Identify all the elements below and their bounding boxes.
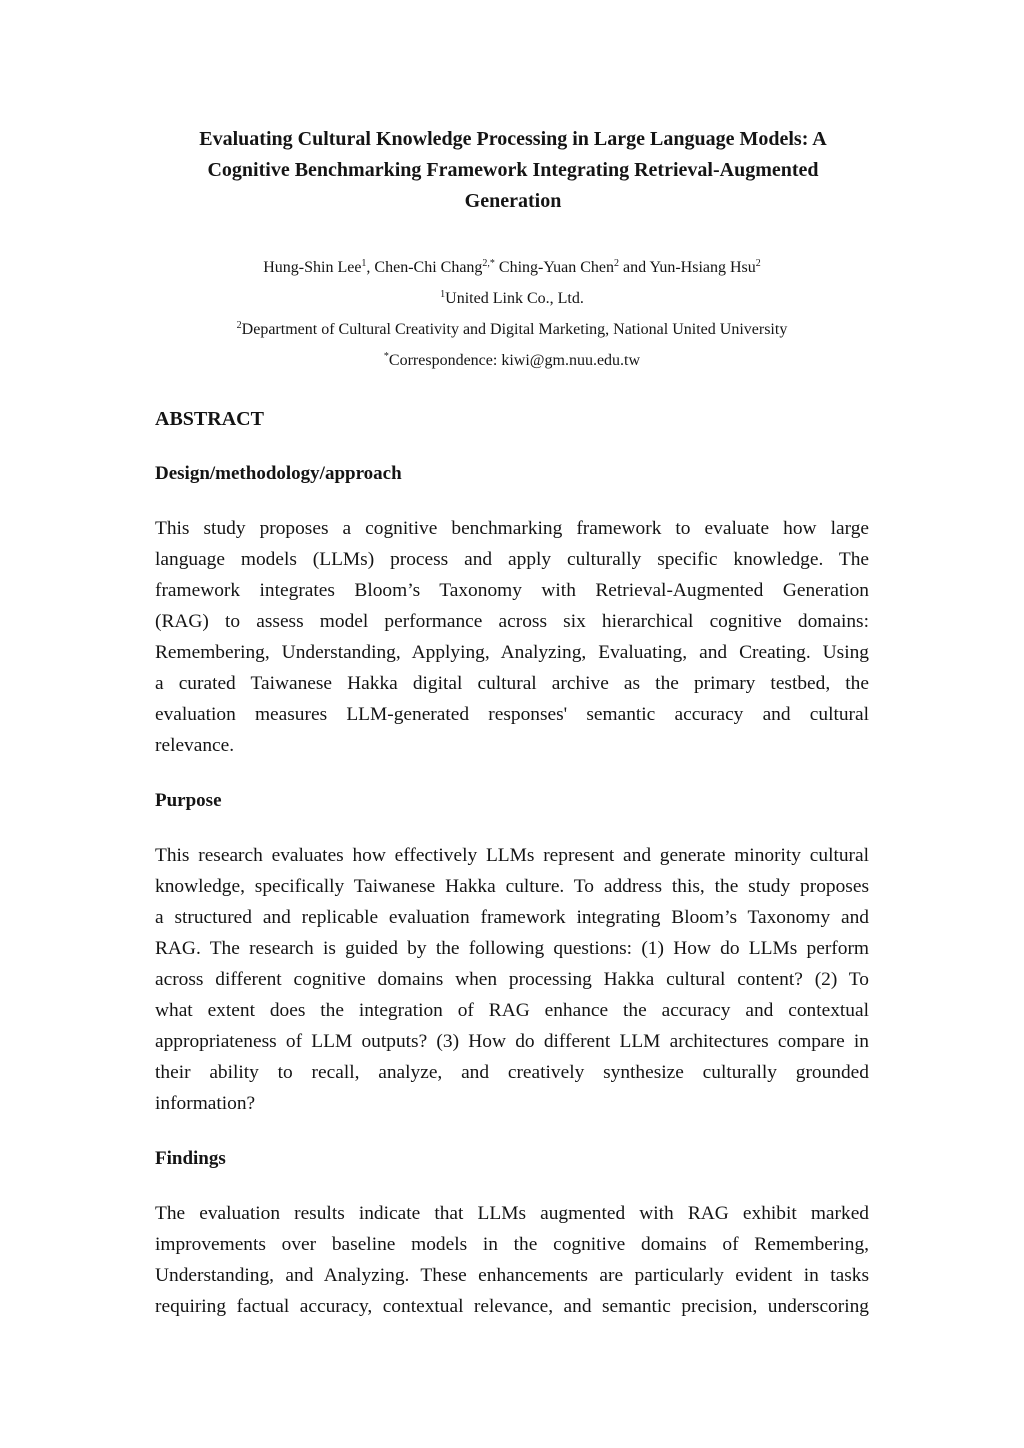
- abstract-heading: ABSTRACT: [155, 408, 264, 430]
- paragraph-line: knowledge, specifically Taiwanese Hakka culture. To address this, the study proposes: [155, 876, 869, 897]
- paragraph-line: improvements over baseline models in the cognitive domains of Remembering,: [155, 1234, 869, 1255]
- design-methodology-paragraph: [155, 513, 869, 761]
- findings-heading: Findings: [155, 1148, 226, 1169]
- affiliation: [112, 283, 912, 314]
- author-block: [112, 252, 912, 376]
- author-name: Yun-Hsiang Hsu: [649, 259, 756, 276]
- correspondence-marker: *: [383, 351, 389, 362]
- title-line: Cognitive Benchmarking Framework Integrating Retrieval-Augmented: [207, 159, 819, 181]
- title-line: Evaluating Cultural Knowledge Processing in Large Language Models: A: [199, 128, 827, 150]
- author-affiliation-marker: 2: [755, 258, 761, 269]
- affiliation-marker: 2: [236, 320, 242, 331]
- paragraph-line: relevance.: [155, 735, 235, 756]
- affiliation-marker: 1: [440, 289, 446, 300]
- affiliation: [112, 314, 912, 345]
- correspondence: [112, 345, 912, 376]
- author-affiliation-marker: 1: [361, 258, 367, 269]
- paragraph-line: what extent does the integration of RAG enhance the accuracy and contextual: [155, 1000, 869, 1021]
- paragraph-line: requiring factual accuracy, contextual relevance, and semantic precision, underscoring: [155, 1296, 869, 1317]
- affiliation-text: Department of Cultural Creativity and Digital Marketing, National United University: [241, 321, 788, 338]
- paragraph-line: language models (LLMs) process and apply culturally specific knowledge. The: [155, 549, 869, 570]
- correspondence-text: Correspondence: kiwi@gm.nuu.edu.tw: [388, 352, 641, 369]
- design-methodology-heading: Design/methodology/approach: [155, 463, 402, 484]
- paragraph-line: (RAG) to assess model performance across six hierarchical cognitive domains:: [155, 611, 869, 632]
- paper-title: [150, 124, 876, 217]
- author-name: Hung-Shin Lee: [263, 259, 362, 276]
- paragraph-line: framework integrates Bloom’s Taxonomy with Retrieval-Augmented Generation: [155, 580, 869, 601]
- paragraph-line: Remembering, Understanding, Applying, Analyzing, Evaluating, and Creating. Using: [155, 642, 869, 663]
- paragraph-line: The evaluation results indicate that LLMs augmented with RAG exhibit marked: [155, 1203, 869, 1224]
- paragraph-line: information?: [155, 1093, 256, 1114]
- title-line: Generation: [464, 190, 562, 212]
- author-affiliation-marker: 2,*: [482, 258, 495, 269]
- paragraph-line: This study proposes a cognitive benchmarking framework to evaluate how large: [155, 518, 869, 539]
- author-name: Chen-Chi Chang: [374, 259, 483, 276]
- author-affiliation-marker: 2: [614, 258, 620, 269]
- author-separator: and: [619, 259, 650, 276]
- paragraph-line: RAG. The research is guided by the following questions: (1) How do LLMs perform: [155, 938, 869, 959]
- paragraph-line: This research evaluates how effectively LLMs represent and generate minority cultural: [155, 845, 869, 866]
- paragraph-line: evaluation measures LLM-generated responses' semantic accuracy and cultural: [155, 704, 869, 725]
- author-name: Ching-Yuan Chen: [498, 259, 615, 276]
- paragraph-line: across different cognitive domains when processing Hakka cultural content? (2) To: [155, 969, 869, 990]
- purpose-paragraph: [155, 840, 869, 1119]
- paragraph-line: a curated Taiwanese Hakka digital cultural archive as the primary testbed, the: [155, 673, 869, 694]
- author-separator: ,: [366, 259, 375, 276]
- paragraph-line: their ability to recall, analyze, and creatively synthesize culturally grounded: [155, 1062, 869, 1083]
- paragraph-line: appropriateness of LLM outputs? (3) How do different LLM architectures compare in: [155, 1031, 869, 1052]
- purpose-heading: Purpose: [155, 790, 222, 811]
- author-list: [112, 252, 912, 283]
- affiliation-text: United Link Co., Ltd.: [445, 290, 584, 307]
- findings-paragraph: [155, 1198, 869, 1322]
- paragraph-line: a structured and replicable evaluation framework integrating Bloom’s Taxonomy and: [155, 907, 869, 928]
- paragraph-line: Understanding, and Analyzing. These enhancements are particularly evident in tasks: [155, 1265, 869, 1286]
